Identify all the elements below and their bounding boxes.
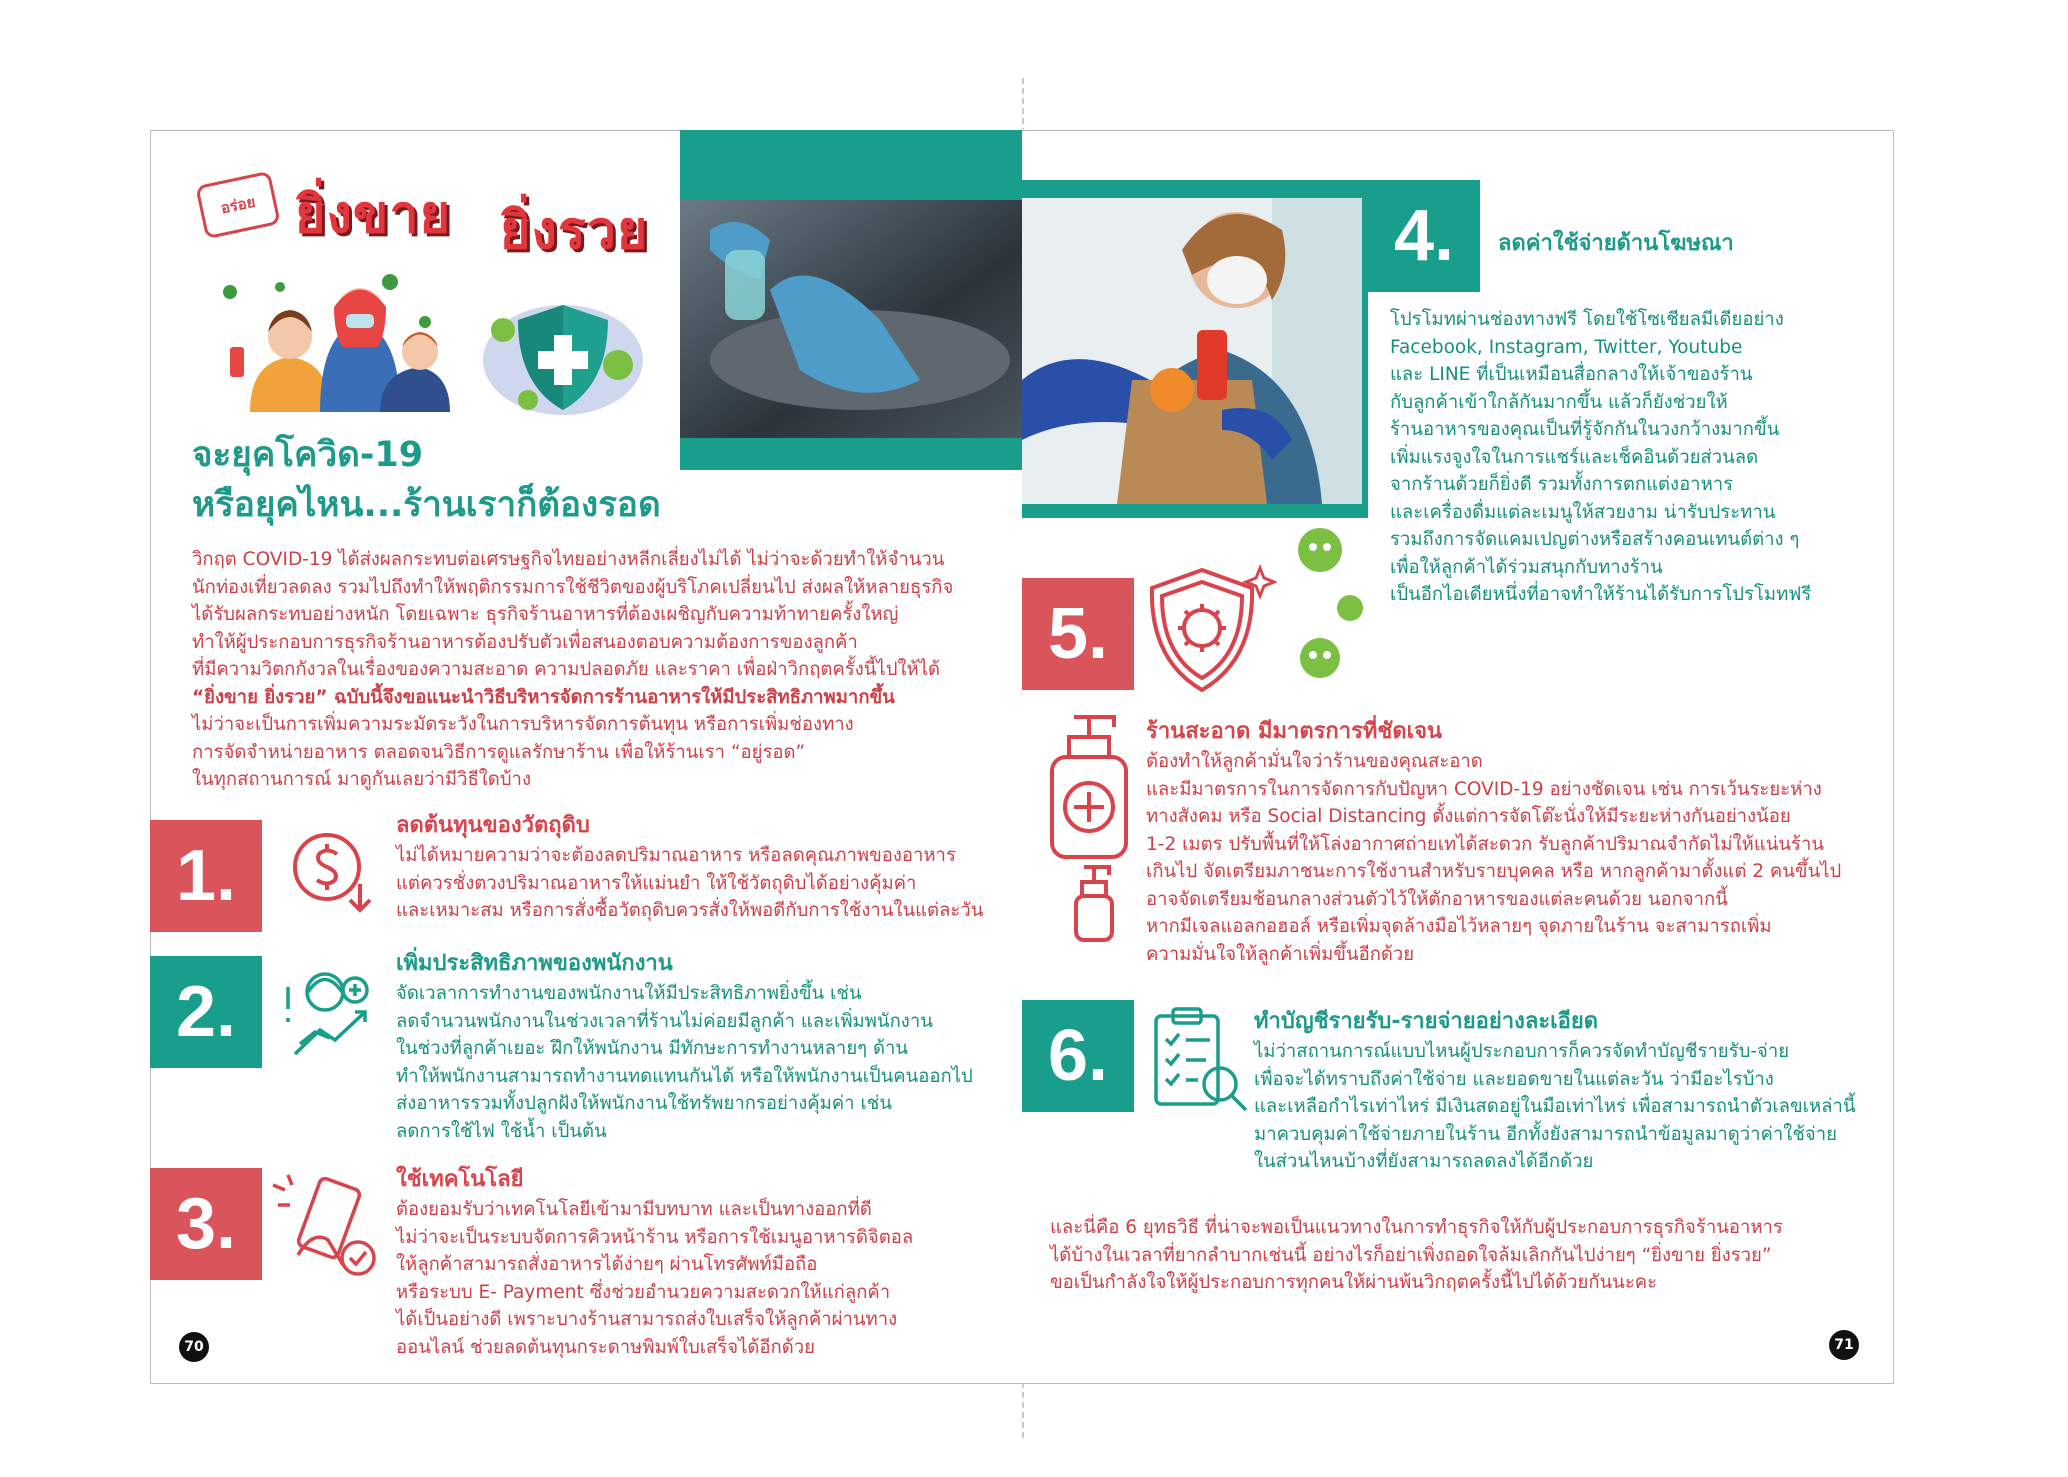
section-line: และเหมาะสม หรือการสั่งซื้อวัตถุดิบควรสั่งให้พอดีกับการใช้งานในแต่ละวัน <box>396 900 984 921</box>
page-number-left: 70 <box>179 1332 209 1362</box>
section-line: และ LINE ที่เป็นเหมือนสื่อกลางให้เจ้าของร้าน <box>1390 364 1753 385</box>
section-2-title: เพิ่มประสิทธิภาพของพนักงาน <box>396 951 673 976</box>
section-line: เป็นอีกไอเดียหนึ่งที่อาจทำให้ร้านได้รับการโปรโมทฟรี <box>1390 584 1812 605</box>
section-line: Facebook, Instagram, Twitter, Youtube <box>1390 336 1743 358</box>
brand-badge: อร่อย <box>195 171 281 240</box>
section-line: ไม่ว่าจะเป็นระบบจัดการคิวหน้าร้าน หรือการใช้เมนูอาหารดิจิตอล <box>396 1226 914 1248</box>
section-line: และเครื่องดื่มแต่ละเมนูให้สวยงาม น่ารับประทาน <box>1390 501 1776 523</box>
section-5-number: 5. <box>1022 578 1134 690</box>
section-line: อาจจัดเตรียมช้อนกลางส่วนตัวไว้ให้ตักอาหารของแต่ละคนด้วย นอกจากนี้ <box>1146 888 1728 910</box>
section-line: จัดเวลาการทำงานของพนักงานให้มีประสิทธิภาพยิ่งขึ้น เช่น <box>396 983 862 1004</box>
section-line: หรือระบบ E- Payment ซึ่งช่วยอำนวยความสะดวกให้แก่ลูกค้า <box>396 1281 891 1303</box>
section-line: กับลูกค้าเข้าใกล้กันมากขึ้น แล้วก็ยังช่วยให้ <box>1390 391 1728 413</box>
section-6-title: ทำบัญชีรายรับ-รายจ่ายอย่างละเอียด <box>1254 1009 1599 1034</box>
logo-text-2: ยิ่งรวย <box>500 201 649 261</box>
section-5-title: ร้านสะอาด มีมาตรการที่ชัดเจน <box>1146 719 1443 744</box>
section-line: เพื่อให้ลูกค้าได้ร่วมสนุกกับทางร้าน <box>1390 556 1663 578</box>
section-4 <box>1390 228 1870 260</box>
section-4-number: 4. <box>1368 180 1480 292</box>
section-line: ลดจำนวนพนักงานในช่วงเวลาที่ร้านไม่ค่อยมีลูกค้า และเพิ่มพนักงาน <box>396 1010 933 1032</box>
section-line: แต่ควรชั่งตวงปริมาณอาหารให้แม่นยำ ให้ใช้วัตถุดิบได้อย่างคุ้มค่า <box>396 872 917 894</box>
covid-people-illustration <box>210 262 460 412</box>
section-line: ต้องทำให้ลูกค้ามั่นใจว่าร้านของคุณสะอาด <box>1146 751 1483 772</box>
section-line: 1-2 เมตร ปรับพื้นที่ให้โล่งอากาศถ่ายเทได้สะดวก รับลูกค้าปริมาณจำกัดไม่ให้แน่นร้าน <box>1146 833 1825 855</box>
section-line: เพิ่มแรงจูงใจในการแชร์และเช็คอินด้วยส่วนลด <box>1390 446 1759 468</box>
section-line: ออนไลน์ ช่วยลดต้นทุนกระดาษพิมพ์ใบเสร็จได้อีกด้วย <box>396 1336 815 1358</box>
virus-cluster-illustration <box>1280 520 1380 680</box>
section-line: ในช่วงที่ลูกค้าเยอะ ฝึกให้พนักงาน มีทักษะการทำงานหลายๆ ด้าน <box>396 1038 909 1059</box>
section-line: ร้านอาหารของคุณเป็นที่รู้จักกันในวงกว้างมากขึ้น <box>1390 419 1780 440</box>
intro-line: การจัดจำหน่ายอาหาร ตลอดจนวิธีการดูแลรักษาร้าน เพื่อให้ร้านเรา “อยู่รอด” <box>192 741 806 763</box>
intro-paragraph <box>192 546 1012 794</box>
intro-line: วิกฤต COVID-19 ได้ส่งผลกระทบต่อเศรษฐกิจไทยอย่างหลีกเลี่ยงไม่ได้ ไม่ว่าจะด้วยทำให้จำนวน <box>192 549 945 570</box>
section-line: มาควบคุมค่าใช้จ่ายภายในร้าน อีกทั้งยังสามารถนำข้อมูลมาดูว่าค่าใช้จ่าย <box>1254 1123 1837 1145</box>
section-line: ต้องยอมรับว่าเทคโนโลยีเข้ามามีบทบาท และเป็นทางออกที่ดี <box>396 1199 872 1220</box>
closing-line: ได้บ้างในเวลาที่ยากลำบากเช่นนี้ อย่างไรก็อย่าเพิ่งถอดใจล้มเลิกกันไปง่ายๆ “ยิ่งขาย ยิ่งรวย” <box>1050 1244 1772 1266</box>
section-line: และมีมาตรการในการจัดการกับปัญหา COVID-19 อย่างชัดเจน เช่น การเว้นระยะห่าง <box>1146 778 1822 800</box>
cleaning-photo <box>680 130 1022 470</box>
section-line: ได้เป็นอย่างดี เพราะบางร้านสามารถส่งใบเสร็จให้ลูกค้าผ่านทาง <box>396 1309 898 1330</box>
section-line: หากมีเจลแอลกอฮอล์ หรือเพิ่มจุดล้างมือไว้หลายๆ จุดภายในร้าน จะสามารถเพิ่ม <box>1146 916 1772 937</box>
accounting-clipboard-icon <box>1148 1004 1253 1114</box>
staff-efficiency-icon <box>280 962 390 1062</box>
closing-paragraph <box>1050 1214 1880 1297</box>
section-line: ความมั่นใจให้ลูกค้าเพิ่มขึ้นอีกด้วย <box>1146 943 1415 965</box>
intro-line: นักท่องเที่ยวลดลง รวมไปถึงทำให้พฤติกรรมการใช้ชีวิตของผู้บริโภคเปลี่ยนไป ส่งผลให้หลายธุรกิจ <box>192 576 954 598</box>
section-4-title: ลดค่าใช้จ่ายด้านโฆษณา <box>1498 231 1734 256</box>
page-number-right: 71 <box>1829 1330 1859 1360</box>
section-line: และเหลือกำไรเท่าไหร่ มีเงินสดอยู่ในมือเท่าไหร่ เพื่อสามารถนำตัวเลขเหล่านี้ <box>1254 1096 1856 1117</box>
section-6 <box>1254 1006 1874 1176</box>
section-line: โปรโมทผ่านช่องทางฟรี โดยใช้โซเชียลมีเดียอย่าง <box>1390 309 1784 330</box>
intro-line: ที่มีความวิตกกังวลในเรื่องของความสะอาด ความปลอดภัย และราคา เพื่อฝ่าวิกฤตครั้งนี้ไปให้ได้ <box>192 659 941 680</box>
section-line: ส่งอาหารรวมทั้งปลูกฝังให้พนักงานใช้ทรัพยากรอย่างคุ้มค่า เช่น <box>396 1093 892 1114</box>
section-5 <box>1146 716 1876 968</box>
section-line: ไม่ได้หมายความว่าจะต้องลดปริมาณอาหาร หรือลดคุณภาพของอาหาร <box>396 845 956 866</box>
intro-line: ไม่ว่าจะเป็นการเพิ่มความระมัดระวังในการบริหารจัดการต้นทุน หรือการเพิ่มช่องทาง <box>192 714 854 735</box>
cost-down-icon <box>282 822 382 922</box>
shield-virus-illustration <box>478 290 648 420</box>
section-6-number: 6. <box>1022 1000 1134 1112</box>
headline <box>192 430 832 530</box>
section-1 <box>396 810 1016 925</box>
section-3 <box>396 1164 1016 1361</box>
intro-line: ในทุกสถานการณ์ มาดูกันเลยว่ามีวิธีใดบ้าง <box>192 769 531 790</box>
section-line: เกินไป จัดเตรียมภาชนะการใช้งานสำหรับรายบุคคล หรือ หากลูกค้ามาตั้งแต่ 2 คนขึ้นไป <box>1146 861 1842 882</box>
intro-line: ทำให้ผู้ประกอบการธุรกิจร้านอาหารต้องปรับตัวเพื่อสนองตอบความต้องการของลูกค้า <box>192 631 858 653</box>
section-line: ไม่ว่าสถานการณ์แบบไหนผู้ประกอบการก็ควรจัดทำบัญชีรายรับ-จ่าย <box>1254 1041 1790 1062</box>
sanitizer-bottle-icon <box>1044 712 1134 942</box>
section-line: ทำให้พนักงานสามารถทำงานทดแทนกันได้ หรือให้พนักงานเป็นคนออกไป <box>396 1065 973 1087</box>
section-line: จากร้านด้วยก็ยิ่งดี รวมทั้งการตกแต่งอาหาร <box>1390 474 1734 495</box>
closing-line: และนี่คือ 6 ยุทธวิธี ที่น่าจะพอเป็นแนวทางในการทำธุรกิจให้กับผู้ประกอบการธุรกิจร้านอาหาร <box>1050 1217 1783 1238</box>
logo-text-1: ยิ่งขาย <box>295 185 452 245</box>
closing-line: ขอเป็นกำลังใจให้ผู้ประกอบการทุกคนให้ผ่านพ้นวิกฤตครั้งนี้ไปได้ด้วยกันนะคะ <box>1050 1272 1658 1293</box>
section-line: ให้ลูกค้าสามารถสั่งอาหารได้ง่ายๆ ผ่านโทรศัพท์มือถือ <box>396 1254 818 1275</box>
section-line: ในส่วนไหนบ้างที่ยังสามารถลดลงได้อีกด้วย <box>1254 1151 1594 1172</box>
section-3-number: 3. <box>150 1168 262 1280</box>
intro-line: ได้รับผลกระทบอย่างหนัก โดยเฉพาะ ธุรกิจร้านอาหารที่ต้องเผชิญกับความท้าทายครั้งใหญ่ <box>192 604 899 625</box>
section-2 <box>396 948 1016 1145</box>
section-line: ทางสังคม หรือ Social Distancing ตั้งแต่การจัดโต๊ะนั่งให้มีระยะห่างกันอย่างน้อย <box>1146 806 1791 827</box>
section-line: ลดการใช้ไฟ ใช้น้ำ เป็นต้น <box>396 1120 607 1142</box>
mobile-payment-icon <box>268 1170 383 1280</box>
brand-logo <box>200 160 660 270</box>
delivery-photo <box>1022 180 1368 518</box>
shield-virus-icon <box>1142 560 1277 700</box>
section-2-number: 2. <box>150 956 262 1068</box>
section-line: เพื่อจะได้ทราบถึงค่าใช้จ่าย และยอดขายในแต่ละวัน ว่ามีอะไรบ้าง <box>1254 1068 1774 1090</box>
intro-line: “ยิ่งขาย ยิ่งรวย” ฉบับนี้จึงขอแนะนำวิธีบริหารจัดการร้านอาหารให้มีประสิทธิภาพมากขึ้น <box>192 686 895 708</box>
section-1-title: ลดต้นทุนของวัตถุดิบ <box>396 813 590 838</box>
section-1-number: 1. <box>150 820 262 932</box>
headline-line-1: จะยุคโควิด-19 <box>192 435 424 475</box>
headline-line-2: หรือยุคไหน...ร้านเราก็ต้องรอด <box>192 485 661 525</box>
section-4-body <box>1390 306 1870 609</box>
section-3-title: ใช้เทคโนโลยี <box>396 1167 524 1192</box>
section-line: รวมถึงการจัดแคมเปญต่างหรือสร้างคอนเทนต์ต่าง ๆ <box>1390 529 1800 550</box>
